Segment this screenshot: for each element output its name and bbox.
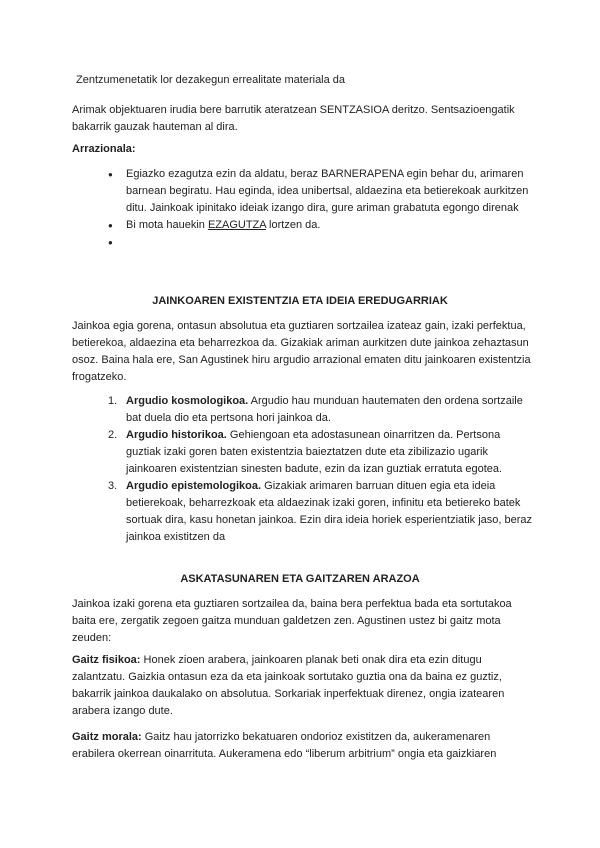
argument-text: Gizakiak arimaren barruan dituen egia eta ideia betierekoak, beharrezkoak eta aldaezinak izaki goren, infinitu eta betiereko batek sortuak dira, kasu honetan jainkoa. Ezin dira ideia horiek esperientziatik jaso, beraz jainkoa existitzen da: [126, 480, 533, 543]
argument-title: Argudio epistemologikoa.: [126, 480, 262, 492]
list-item: [72, 166, 532, 217]
gaitz-fisikoa-paragraph: [72, 652, 532, 720]
argument-text: Argudio hau munduan hautematen den ordena sortzaile bat duela dio eta pertsona hori jainkoa da.: [126, 395, 523, 424]
gaitz-fisikoa-label: Gaitz fisikoa:: [72, 654, 141, 666]
list-item: [72, 427, 532, 478]
list-number: 3.: [108, 480, 118, 492]
gaitz-fisikoa-text: Honek zioen arabera, jainkoaren planak beti onak dira eta ezin ditugu zalantzatu. Gaizkia ontasun eza da eta jainkoak sortutako guztia ona da baina ez guztiz, bakarrik jainkoa daukalako on absolutua. Sorkariak inperfektuak direnez, ongia izatearen arabera izango dute.: [72, 654, 505, 717]
bullet-text: Egiazko ezagutza ezin da aldatu, beraz BARNERAPENA egin behar du, arimaren barnean begiratu. Hau eginda, idea unibertsal, aldaezina eta betierekoak aurkitzen ditu. Jainkoak ipinitako ideiak izango dira, gure ariman grabatuta egongo direnak: [126, 168, 529, 214]
section2-paragraph: Jainkoa izaki gorena eta guztiaren sortzailea da, baina bera perfektua bada eta sortutakoa baita ere, zergatik zegoen gaitza munduan galdetzen zen. Agustinen ustez bi gaitz mota zeuden:: [72, 598, 512, 644]
list-number: 2.: [108, 429, 118, 441]
ezagutza-link[interactable]: EZAGUTZA: [207, 219, 266, 231]
list-item-empty: [72, 234, 532, 251]
argument-title: Argudio historikoa.: [126, 429, 227, 441]
argument-title: Argudio kosmologikoa.: [126, 395, 249, 407]
list-item: [72, 478, 532, 546]
bullet-text-end: lortzen da.: [266, 219, 321, 231]
intro-line-text: Zentzumenetatik lor dezakegun errealitate materiala da: [76, 74, 346, 86]
section-heading-jainkoa: JAINKOAREN EXISTENTZIA ETA IDEIA EREDUGARRIAK: [152, 295, 448, 307]
list-number: 1.: [108, 395, 118, 407]
argudio-list: [72, 393, 532, 546]
intro-paragraph: Arimak objektuaren irudia bere barrutik ateratzean SENTZASIOA deritzo. Sentsazioengatik bakarrik gauzak hauteman al dira.: [72, 104, 515, 133]
arrazionala-list: [72, 166, 532, 251]
gaitz-morala-paragraph: [72, 729, 532, 763]
bullet-text: Bi mota hauekin: [126, 219, 208, 231]
gaitz-morala-label: Gaitz morala:: [72, 731, 142, 743]
section1-paragraph: Jainkoa egia gorena, ontasun absolutua eta guztiaren sortzailea izateaz gain, izaki perfektua, betierekoa, aldaezina eta beharrezkoa da. Gizakiak ariman aurkitzen dute jainkoa zehaztasun osoz. Baina hala ere, San Agustinek hiru argudio arrazional ematen ditu jainkoaren existentzia frogatzeko.: [72, 320, 531, 383]
section-heading-askatasuna: ASKATASUNAREN ETA GAITZAREN ARAZOA: [180, 573, 420, 585]
arrazionala-label: Arrazionala:: [72, 143, 136, 155]
gaitz-morala-text: Gaitz hau jatorrizko bekatuaren ondorioz existitzen da, aukeramenaren erabilera okerrean oinarrituta. Aukeramena edo “liberum arbitrium” ongia eta gaizkiaren: [72, 731, 497, 760]
list-item: [72, 217, 532, 234]
list-item: [72, 393, 532, 427]
intro-line: [72, 72, 532, 89]
argument-text: Gehiengoan eta adostasunean oinarritzen da. Pertsona guztiak izaki goren baten existentzia baieztatzen dute eta zibilizazio ugarik jainkoaren existentzian sinesten badute, ezin da izan guztiak erratuta egotea.: [126, 429, 503, 475]
